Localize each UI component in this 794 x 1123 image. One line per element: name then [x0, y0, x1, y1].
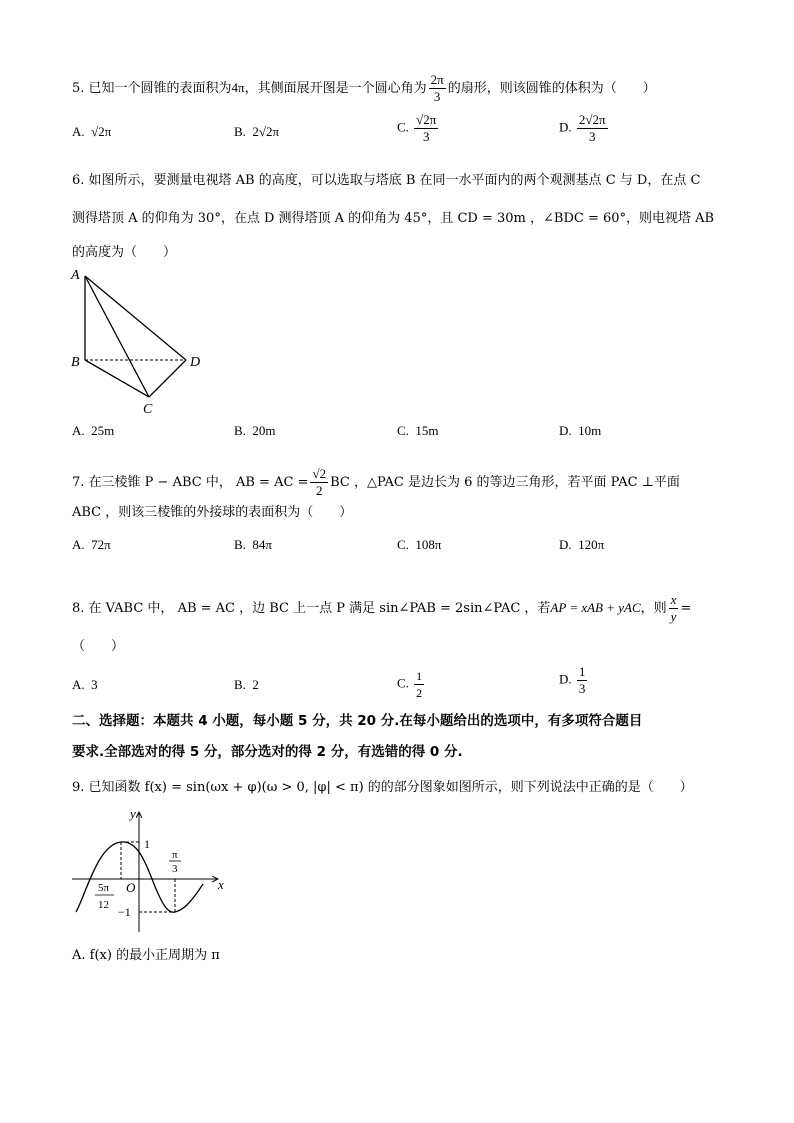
q8-line-1 — [72, 592, 691, 625]
q7-line-1a: 7. 在三棱锥 P − ABC 中， AB = AC = — [72, 475, 309, 490]
y-axis-label: y — [130, 806, 136, 821]
fraction-den: 2 — [316, 483, 323, 498]
option-label: B. — [234, 537, 246, 552]
vertex-b-label: B — [71, 355, 80, 370]
option-value: 3 — [91, 677, 98, 692]
vertex-a-label: A — [71, 268, 80, 283]
q6-line-1: 6. 如图所示，要测量电视塔 AB 的高度，可以选取与塔底 B 在同一水平面内的两个观测基点 C 与 D，在点 C — [72, 173, 701, 188]
q8-line-2: （ ） — [72, 639, 125, 654]
q5-stem-a: 5. 已知一个圆锥的表面积为 — [72, 81, 232, 96]
q8-option-a — [72, 675, 98, 695]
edge-ad — [85, 276, 186, 360]
option-label: A. — [72, 677, 85, 692]
q5-option-c — [397, 112, 440, 145]
q7-option-a — [72, 535, 111, 555]
q5-option-a — [72, 122, 111, 142]
q5-area: 4π — [231, 80, 245, 95]
q8-option-b — [234, 675, 259, 695]
q8-option-c — [397, 668, 426, 701]
pi3-num: π — [172, 849, 178, 861]
q7-option-b — [234, 535, 272, 555]
fraction-num: 1 — [416, 669, 423, 683]
q6-line-2: 测得塔顶 A 的仰角为 30°，在点 D 测得塔顶 A 的仰角为 45°，且 CD = 30m ，∠BDC = 60°，则电视塔 AB — [72, 211, 715, 226]
option-label: C. — [397, 675, 409, 691]
fraction-num: √2π — [416, 112, 437, 127]
q8-line-1a: 8. 在 VABC 中， AB = AC ，边 BC 上一点 P 满足 sin∠PAB = 2sin∠PAC ，若 — [72, 601, 551, 616]
q7-option-d — [559, 535, 604, 555]
section-2-heading-line-1: 二、选择题：本题共 4 小题，每小题 5 分，共 20 分.在每小题给出的选项中，有多项符合题目 — [72, 713, 643, 729]
option-value: 2 — [252, 677, 259, 692]
q7-line-2: ABC ，则该三棱锥的外接球的表面积为（ ） — [72, 505, 353, 520]
p5-num: 5π — [98, 882, 110, 894]
option-value: 108π — [415, 537, 442, 552]
q5-angle-den: 3 — [433, 89, 441, 104]
option-label: D. — [559, 119, 572, 135]
option-label: A. — [72, 423, 85, 438]
option-fraction — [414, 668, 424, 701]
section-2-heading-line-2: 要求.全部选对的得 5 分，部分选对的得 2 分，有选错的得 0 分. — [72, 744, 463, 760]
fraction-den: 3 — [423, 129, 430, 144]
option-value: 120π — [578, 537, 605, 552]
q5-option-b — [234, 122, 279, 142]
option-label: A. — [72, 537, 85, 552]
fraction-num: x — [670, 592, 677, 607]
option-fraction — [577, 664, 588, 697]
fraction-num: 2√2π — [578, 112, 606, 127]
option-value: 2√2π — [252, 124, 280, 139]
option-label: C. — [397, 537, 409, 552]
q5-stem — [72, 72, 656, 105]
option-value: 20m — [252, 423, 276, 438]
y-neg-one-label: −1 — [118, 905, 131, 919]
q6-option-b — [234, 421, 276, 441]
option-label: D. — [559, 671, 572, 687]
fraction-den: 3 — [588, 129, 596, 144]
p5-den: 12 — [98, 899, 109, 911]
option-value: √2π — [91, 124, 112, 139]
fraction-den: y — [670, 609, 677, 624]
fraction-num: 1 — [578, 664, 586, 679]
q8-vector-equation: AP = xAB + yAC — [550, 600, 641, 615]
q8-line-1b: ，则 — [640, 601, 667, 616]
q6-option-a — [72, 421, 114, 441]
q5-stem-c: 的扇形，则该圆锥的体积为（ ） — [447, 81, 656, 96]
q6-option-d — [559, 421, 601, 441]
vertex-c-label: C — [143, 402, 153, 417]
edge-cd — [149, 360, 186, 397]
x-axis-label: x — [218, 877, 224, 892]
option-value: 10m — [578, 423, 602, 438]
q5-stem-b: ，其侧面展开图是一个圆心角为 — [244, 81, 427, 96]
option-value: 84π — [252, 537, 272, 552]
option-value: 72π — [91, 537, 111, 552]
option-label: B. — [234, 677, 246, 692]
option-label: C. — [397, 423, 409, 438]
fraction-num: √2 — [312, 466, 327, 481]
q7-option-c — [397, 535, 442, 555]
q8-option-d — [559, 664, 589, 697]
q7-line-1b: BC ，△PAC 是边长为 6 的等边三角形，若平面 PAC ⊥平面 — [330, 475, 680, 490]
q6-line-3: 的高度为（ ） — [72, 245, 177, 260]
option-label: D. — [559, 423, 572, 438]
option-label: A. — [72, 124, 85, 139]
q6-option-c — [397, 421, 439, 441]
q5-angle-num: 2π — [430, 72, 444, 87]
option-label: C. — [397, 119, 409, 135]
fraction-den: 3 — [578, 681, 586, 696]
vertex-d-label: D — [190, 355, 201, 370]
q8-equals: = — [680, 601, 692, 616]
option-label: B. — [234, 423, 246, 438]
option-label: D. — [559, 537, 572, 552]
q7-fraction — [310, 466, 328, 499]
q9-option-a: A. f(x) 的最小正周期为 π — [72, 948, 220, 963]
q9-stem: 9. 已知函数 f(x) = sin(ωx + φ)(ω > 0, |φ| < π) 的的部分图象如图所示，则下列说法中正确的是（ ） — [72, 780, 693, 795]
q7-line-1 — [72, 466, 680, 499]
y-one-label: 1 — [144, 837, 150, 851]
q9-sine-graph — [68, 804, 238, 936]
origin-label: O — [126, 880, 136, 895]
q6-tower-figure — [66, 264, 216, 419]
q8-fraction — [669, 592, 679, 625]
pi3-den: 3 — [172, 863, 178, 875]
option-fraction — [577, 112, 608, 145]
q5-angle-fraction — [429, 72, 446, 105]
option-fraction — [414, 112, 438, 145]
option-value: 15m — [415, 423, 439, 438]
q5-option-d — [559, 112, 610, 145]
option-label: B. — [234, 124, 246, 139]
fraction-den: 2 — [416, 686, 423, 700]
option-value: 25m — [91, 423, 115, 438]
